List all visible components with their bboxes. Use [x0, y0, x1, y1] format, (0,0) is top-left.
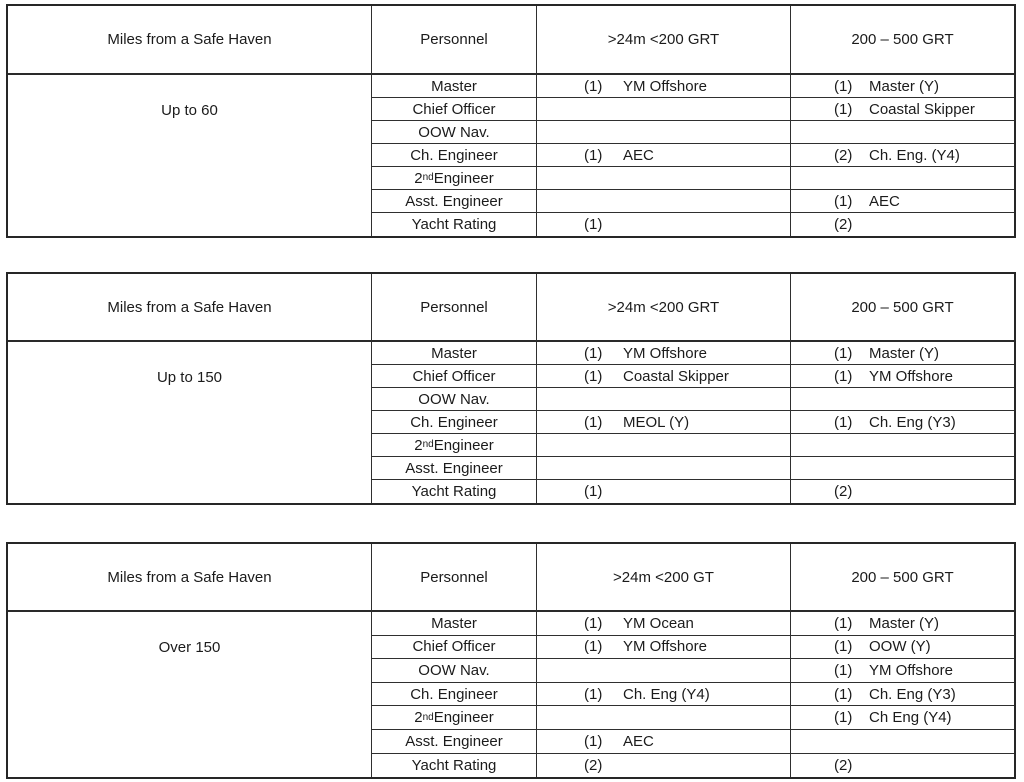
personnel-cell: [371, 683, 536, 707]
col-header-small-tonnage: [536, 544, 790, 612]
count: (1): [834, 685, 853, 703]
qualification-label: Coastal Skipper: [623, 367, 729, 385]
header-label: Miles from a Safe Haven: [107, 31, 272, 48]
col-header-personnel: [371, 274, 536, 342]
personnel-label: Yacht Rating: [411, 216, 497, 233]
personnel-cell: 2 nd Engineer: [371, 167, 536, 190]
personnel-label-rest: Engineer: [433, 169, 494, 187]
qualification-label: MEOL (Y): [623, 413, 690, 431]
personnel-cell: [371, 190, 536, 213]
count: (1): [834, 638, 853, 656]
qualification-cell: [790, 213, 1014, 236]
qualification-cell: [790, 457, 1014, 480]
qualification-label: Coastal Skipper: [869, 100, 975, 118]
qualification-cell: [536, 612, 790, 636]
qualification-label: YM Offshore: [869, 661, 953, 679]
personnel-cell: [371, 659, 536, 683]
header-label: Miles from a Safe Haven: [107, 298, 272, 316]
col-header-large-tonnage: [790, 6, 1014, 75]
personnel-label: OOW Nav.: [418, 123, 490, 141]
qualification-cell: [536, 411, 790, 434]
qualification-cell: [790, 342, 1014, 365]
qualification-label: AEC: [623, 146, 654, 164]
count: (1): [584, 685, 603, 703]
count: (1): [584, 483, 603, 500]
qualification-label: Ch. Eng (Y4): [623, 685, 710, 703]
qualification-cell: [536, 342, 790, 365]
count: (1): [584, 367, 603, 385]
personnel-cell: [371, 388, 536, 411]
range-label: Up to 60: [161, 102, 218, 119]
personnel-label: Chief Officer: [412, 100, 496, 118]
qualification-label: YM Ocean: [623, 614, 694, 632]
qualification-cell: [790, 98, 1014, 121]
qualification-cell: [536, 121, 790, 144]
col-header-miles-from-safe-haven: [8, 544, 371, 612]
col-header-large-tonnage: [790, 544, 1014, 612]
qualification-cell: [790, 365, 1014, 388]
personnel-label: Ch. Engineer: [410, 685, 498, 703]
qualification-cell: [536, 457, 790, 480]
personnel-cell: 2 nd Engineer: [371, 434, 536, 457]
personnel-label: Yacht Rating: [411, 756, 497, 774]
personnel-label: Chief Officer: [412, 638, 496, 656]
personnel-cell: [371, 457, 536, 480]
header-label: Personnel: [420, 298, 488, 316]
personnel-cell: [371, 98, 536, 121]
header-label: >24m <200 GRT: [607, 31, 720, 48]
qualification-cell: [536, 388, 790, 411]
personnel-label: 2: [414, 169, 423, 187]
qualification-cell: [790, 480, 1014, 503]
personnel-label: Ch. Engineer: [410, 146, 498, 164]
header-label: Miles from a Safe Haven: [107, 568, 272, 586]
col-header-small-tonnage: [536, 274, 790, 342]
range-cell: [8, 612, 371, 777]
count: (1): [584, 216, 603, 233]
qualification-label: YM Offshore: [623, 77, 707, 95]
manning-table-over-150: [6, 542, 1016, 779]
personnel-label: Asst. Engineer: [405, 459, 503, 477]
personnel-cell: 2 nd Engineer: [371, 706, 536, 730]
personnel-label-rest: Engineer: [433, 436, 494, 454]
qualification-cell: [536, 659, 790, 683]
col-header-personnel: [371, 6, 536, 75]
qualification-cell: [536, 730, 790, 754]
personnel-cell: [371, 342, 536, 365]
col-header-small-tonnage: [536, 6, 790, 75]
personnel-cell: [371, 754, 536, 778]
qualification-cell: [790, 411, 1014, 434]
personnel-cell: [371, 612, 536, 636]
qualification-label: YM Offshore: [869, 367, 953, 385]
qualification-cell: [536, 480, 790, 503]
personnel-label: 2: [414, 436, 423, 454]
qualification-cell: [536, 75, 790, 98]
qualification-label: Ch. Eng. (Y4): [869, 146, 960, 164]
range-label: Up to 150: [156, 369, 223, 386]
count: (1): [834, 413, 853, 431]
qualification-label: Master (Y): [869, 614, 940, 632]
count: (2): [584, 756, 603, 774]
qualification-cell: [536, 365, 790, 388]
qualification-cell: [790, 659, 1014, 683]
personnel-label-rest: Engineer: [433, 709, 494, 727]
col-header-miles-from-safe-haven: [8, 6, 371, 75]
qualification-cell: [790, 706, 1014, 730]
count: (1): [834, 344, 853, 362]
count: (1): [584, 732, 603, 750]
personnel-label: Master: [431, 77, 477, 95]
count: (1): [584, 146, 603, 164]
qualification-cell: [536, 190, 790, 213]
count: (2): [834, 483, 853, 500]
personnel-label: 2: [414, 709, 423, 727]
qualification-cell: [536, 167, 790, 190]
count: (2): [834, 146, 853, 164]
qualification-cell: [536, 754, 790, 778]
qualification-label: OOW (Y): [869, 638, 931, 656]
qualification-cell: [790, 612, 1014, 636]
range-cell: [8, 75, 371, 236]
qualification-label: YM Offshore: [623, 638, 707, 656]
qualification-cell: [536, 98, 790, 121]
qualification-cell: [536, 213, 790, 236]
count: (1): [584, 344, 603, 362]
personnel-label: Yacht Rating: [411, 483, 497, 500]
col-header-personnel: [371, 544, 536, 612]
qualification-cell: [536, 706, 790, 730]
personnel-label: OOW Nav.: [418, 661, 490, 679]
count: (1): [584, 638, 603, 656]
qualification-cell: [790, 754, 1014, 778]
count: (1): [584, 614, 603, 632]
qualification-cell: [536, 434, 790, 457]
count: (1): [834, 100, 853, 118]
personnel-label: Asst. Engineer: [405, 192, 503, 210]
manning-table-up-to-60: [6, 4, 1016, 238]
count: (1): [584, 77, 603, 95]
count: (1): [834, 661, 853, 679]
personnel-label: Master: [431, 344, 477, 362]
qualification-cell: [790, 730, 1014, 754]
count: (1): [834, 367, 853, 385]
personnel-cell: [371, 121, 536, 144]
personnel-cell: [371, 144, 536, 167]
col-header-large-tonnage: [790, 274, 1014, 342]
qualification-cell: [790, 144, 1014, 167]
qualification-label: Ch. Eng (Y3): [869, 413, 956, 431]
personnel-label: Master: [431, 614, 477, 632]
personnel-cell: [371, 730, 536, 754]
header-label: >24m <200 GRT: [607, 298, 720, 316]
personnel-cell: [371, 480, 536, 503]
personnel-label: OOW Nav.: [418, 390, 490, 408]
count: (1): [834, 192, 853, 210]
header-label: Personnel: [420, 31, 488, 48]
qualification-label: Master (Y): [869, 344, 940, 362]
qualification-cell: [790, 683, 1014, 707]
qualification-cell: [790, 190, 1014, 213]
personnel-cell: [371, 636, 536, 660]
qualification-cell: [536, 144, 790, 167]
qualification-label: AEC: [869, 192, 900, 210]
qualification-label: Ch. Eng (Y3): [869, 685, 956, 703]
qualification-cell: [790, 388, 1014, 411]
qualification-cell: [790, 75, 1014, 98]
qualification-label: AEC: [623, 732, 654, 750]
qualification-cell: [790, 636, 1014, 660]
qualification-cell: [536, 636, 790, 660]
qualification-cell: [790, 434, 1014, 457]
count: (2): [834, 756, 853, 774]
qualification-label: YM Offshore: [623, 344, 707, 362]
header-label: Personnel: [420, 568, 488, 586]
qualification-cell: [790, 121, 1014, 144]
personnel-cell: [371, 411, 536, 434]
range-cell: [8, 342, 371, 503]
header-label: 200 – 500 GRT: [851, 31, 954, 48]
personnel-label: Asst. Engineer: [405, 732, 503, 750]
personnel-label: Chief Officer: [412, 367, 496, 385]
count: (1): [584, 413, 603, 431]
qualification-cell: [790, 167, 1014, 190]
qualification-cell: [536, 683, 790, 707]
qualification-label: Master (Y): [869, 77, 940, 95]
personnel-cell: [371, 365, 536, 388]
col-header-miles-from-safe-haven: [8, 274, 371, 342]
personnel-cell: [371, 213, 536, 236]
header-label: 200 – 500 GRT: [851, 568, 954, 586]
count: (1): [834, 77, 853, 95]
header-label: 200 – 500 GRT: [851, 298, 954, 316]
count: (2): [834, 216, 853, 233]
manning-table-up-to-150: [6, 272, 1016, 505]
count: (1): [834, 614, 853, 632]
personnel-cell: [371, 75, 536, 98]
range-label: Over 150: [158, 639, 221, 656]
header-label: >24m <200 GT: [613, 568, 714, 586]
count: (1): [834, 709, 853, 727]
qualification-label: Ch Eng (Y4): [869, 709, 952, 727]
personnel-label: Ch. Engineer: [410, 413, 498, 431]
